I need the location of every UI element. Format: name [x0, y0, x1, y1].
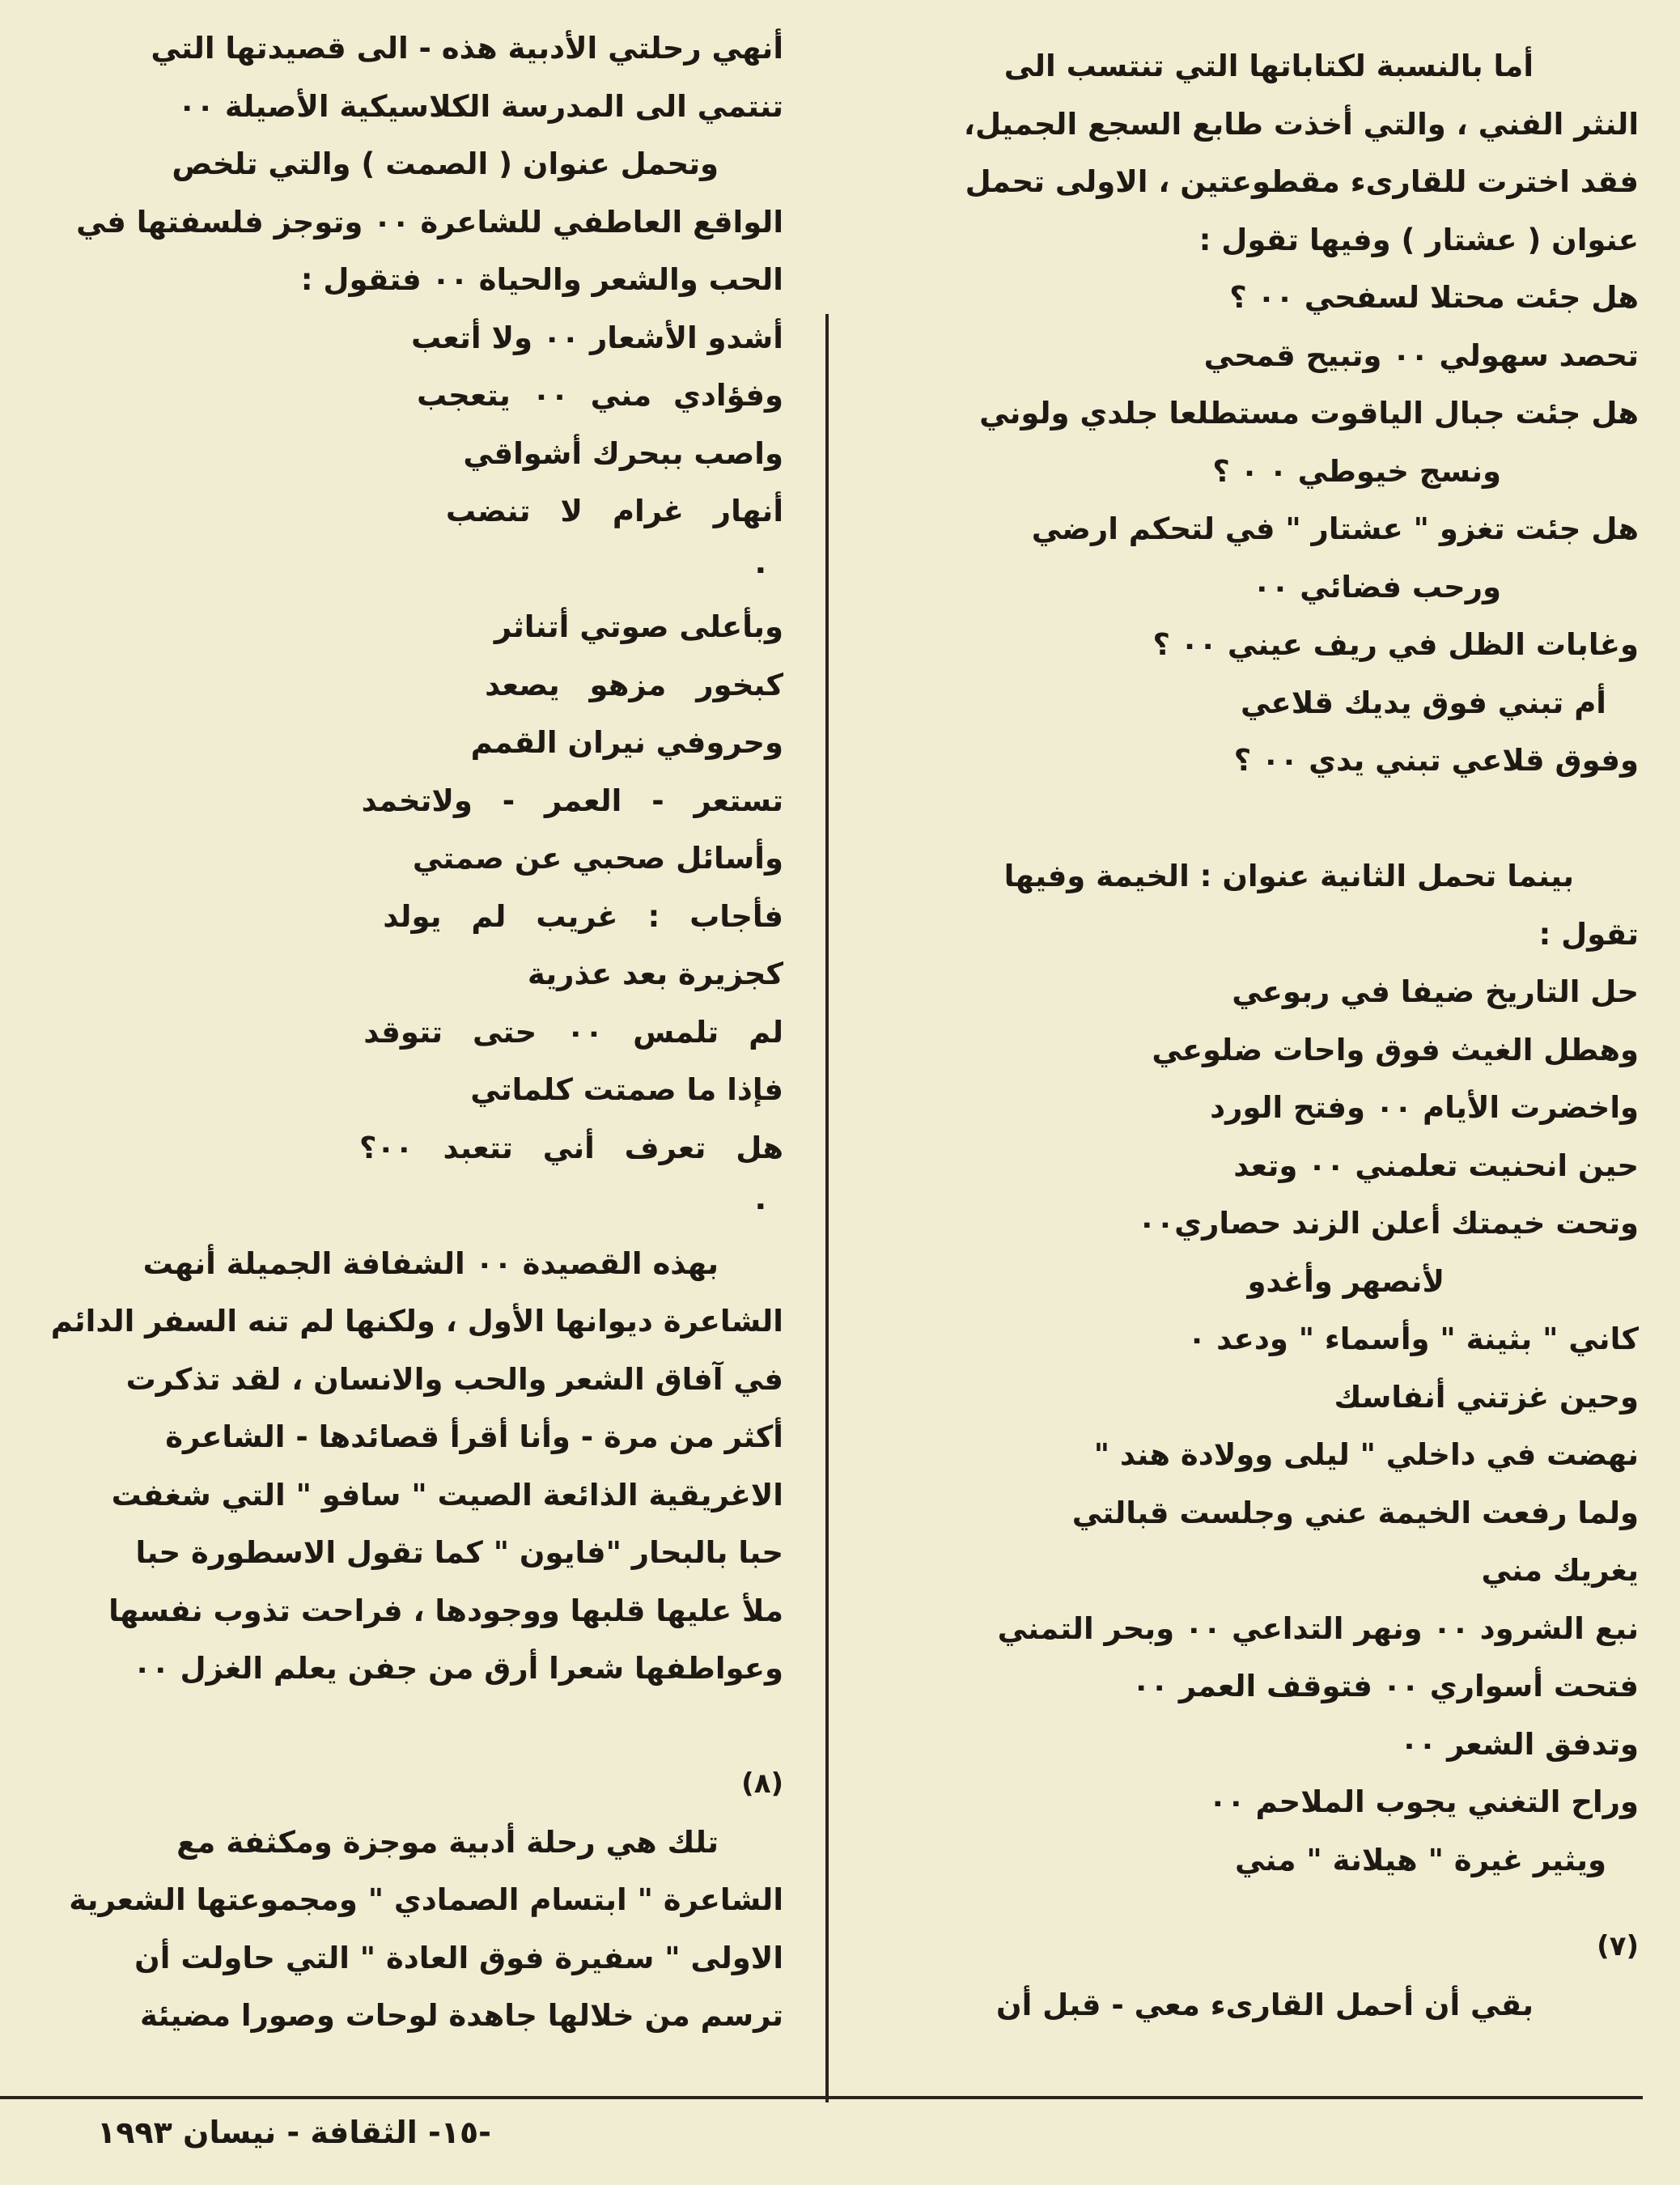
text-line: وبأعلى صوتي أتناثر — [494, 609, 783, 644]
text-line: بقي أن أحمل القارىء معي - قبل أن — [996, 1987, 1534, 2022]
text-line: بينما تحمل الثانية عنوان : الخيمة وفيها — [1003, 859, 1574, 893]
text-line: تحصد سهولي ٠٠ وتبيح قمحي — [1203, 337, 1639, 373]
text-line: في آفاق الشعر والحب والانسان ، لقد تذكرت — [125, 1361, 783, 1397]
paragraph-gap — [898, 1889, 1639, 1918]
text-line: حين انحنيت تعلمني ٠٠ وتعد — [1233, 1148, 1639, 1183]
text-line: وراح التغني يجوب الملاحم ٠٠ — [1208, 1784, 1639, 1819]
text-line: تقول : — [1538, 916, 1639, 952]
text-line: ملأ عليها قلبها ووجودها ، فراحت تذوب نفسها — [108, 1593, 783, 1628]
left-text-column — [45, 19, 783, 2045]
stanza-separator: ٠ — [750, 1186, 770, 1224]
text-line: حل التاريخ ضيفا في ربوعي — [1232, 974, 1639, 1009]
text-line: عنوان ( عشتار ) وفيها تقول : — [1198, 222, 1639, 257]
text-line: أما بالنسبة لكتاباتها التي تنتسب الى — [1003, 49, 1534, 83]
text-line: الاولى " سفيرة فوق العادة " التي حاولت أن — [134, 1940, 783, 1975]
text-line: أنهي رحلتي الأدبية هذه - الى قصيدتها التي — [151, 31, 783, 66]
text-line: ترسم من خلالها جاهدة لوحات وصورا مضيئة — [140, 1998, 783, 2033]
text-line: ونسج خيوطي ٠ ٠ ؟ — [1212, 453, 1501, 489]
text-line: نبع الشرود ٠٠ ونهر التداعي ٠٠ وبحر التمني — [997, 1610, 1639, 1646]
text-line: فقد اخترت للقارىء مقطوعتين ، الاولى تحمل — [965, 164, 1639, 199]
text-line: هل جئت جبال الياقوت مستطلعا جلدي ولوني — [979, 396, 1639, 431]
text-line: الاغريقية الذائعة الصيت " سافو " التي شغفت — [111, 1477, 783, 1513]
text-line: فأجاب : غريب لم يولد — [383, 898, 783, 934]
text-line: نهضت في داخلي " ليلى وولادة هند " — [1093, 1437, 1639, 1472]
text-line: هل جئت محتلا لسفحي ٠٠ ؟ — [1229, 280, 1639, 315]
text-line: وتدفق الشعر ٠٠ — [1400, 1726, 1639, 1762]
text-line: لأنصهر وأغدو — [1247, 1263, 1445, 1299]
text-line: ورحب فضائي ٠٠ — [1253, 569, 1501, 605]
text-line: وحروفي نيران القمم — [470, 725, 783, 760]
text-line: وحين غزتني أنفاسك — [1334, 1379, 1639, 1415]
text-line: بهذه القصيدة ٠٠ الشفافة الجميلة أنهت — [142, 1245, 719, 1281]
text-line: الشاعرة " ابتسام الصمادي " ومجموعتها الشعرية — [69, 1882, 783, 1917]
text-line: وتحمل عنوان ( الصمت ) والتي تلخص — [172, 146, 719, 181]
text-line: حبا بالبحار "فايون " كما تقول الاسطورة حبا — [135, 1535, 783, 1570]
text-line: وعواطفها شعرا أرق من جفن يعلم الغزل ٠٠ — [133, 1651, 783, 1686]
text-line: تنتمي الى المدرسة الكلاسيكية الأصيلة ٠٠ — [177, 88, 783, 124]
text-line: هل تعرف أني تتعبد ٠٠؟ — [359, 1130, 783, 1165]
text-line: الشاعرة ديوانها الأول ، ولكنها لم تنه السفر الدائم — [50, 1304, 783, 1339]
text-line: وأسائل صحبي عن صمتي — [412, 841, 783, 876]
text-line: أنهار غرام لا تنضب — [445, 494, 783, 528]
text-line: كبخور مزهو يصعد — [485, 667, 783, 702]
text-line: أكثر من مرة - وأنا أقرأ قصائدها - الشاعرة — [165, 1419, 783, 1454]
right-text-column — [898, 37, 1639, 2034]
text-line: وفؤادي مني ٠٠ يتعجب — [417, 378, 783, 413]
text-line: الواقع العاطفي للشاعرة ٠٠ وتوجز فلسفتها في — [76, 204, 783, 240]
text-line: فتحت أسواري ٠٠ فتوقف العمر ٠٠ — [1131, 1669, 1639, 1703]
text-line: وغابات الظل في ريف عيني ٠٠ ؟ — [1152, 627, 1639, 662]
text-line: ويثير غيرة " هيلانة " مني — [1235, 1842, 1606, 1877]
text-line: النثر الفني ، والتي أخذت طابع السجع الجميل، — [963, 106, 1639, 142]
text-line: تستعر - العمر - ولاتخمد — [361, 783, 783, 818]
text-line: كجزيرة بعد عذرية — [527, 957, 783, 991]
text-line: تلك هي رحلة أدبية موجزة ومكثفة مع — [176, 1824, 719, 1860]
text-line: الحب والشعر والحياة ٠٠ فتقول : — [300, 262, 783, 297]
text-line: لم تلمس ٠٠ حتى تتوقد — [363, 1014, 783, 1050]
text-line: أشدو الأشعار ٠٠ ولا أتعب — [410, 320, 783, 355]
text-line: وفوق قلاعي تبني يدي ٠٠ ؟ — [1233, 743, 1639, 778]
text-line: يغريك مني — [1481, 1553, 1639, 1588]
page-footer: -١٥- الثقافة - نيسان ١٩٩٣ — [97, 2115, 491, 2150]
stanza-separator: ٠ — [750, 549, 770, 588]
footer-rule — [0, 2096, 1643, 2099]
text-line: هل جئت تغزو " عشتار " في لتحكم ارضي — [1031, 511, 1639, 546]
text-line: ولما رفعت الخيمة عني وجلست قبالتي — [1071, 1495, 1639, 1530]
text-line: وتحت خيمتك أعلن الزند حصاري٠٠ — [1138, 1206, 1639, 1241]
text-line: كاني " بثينة " وأسماء " ودعد ٠ — [1187, 1322, 1639, 1356]
paragraph-gap — [45, 1698, 783, 1756]
text-line: واصب ببحرك أشواقي — [463, 435, 783, 471]
section-number: (٨) — [741, 1767, 783, 1800]
text-line: أم تبني فوق يديك قلاعي — [1240, 685, 1606, 720]
section-number: (٧) — [1597, 1930, 1639, 1962]
text-line: فإذا ما صمتت كلماتي — [470, 1072, 783, 1107]
text-line: واخضرت الأيام ٠٠ وفتح الورد — [1210, 1090, 1639, 1125]
column-divider — [825, 314, 829, 2102]
text-line: وهطل الغيث فوق واحات ضلوعي — [1152, 1032, 1639, 1067]
paragraph-gap — [898, 790, 1639, 848]
